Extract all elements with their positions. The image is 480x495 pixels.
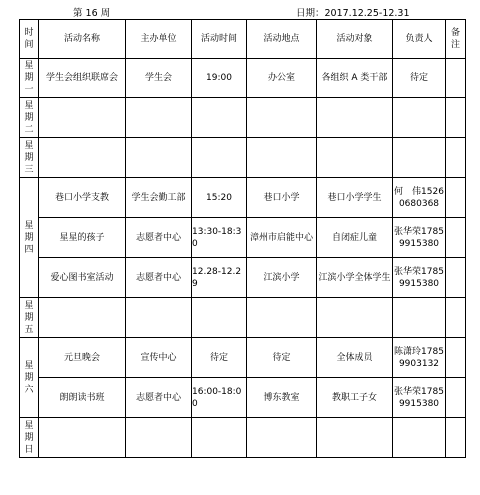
table-row	[20, 138, 466, 178]
empty-cell	[39, 98, 126, 138]
col-header-remarks: 备注	[446, 20, 466, 59]
day-cell-wednesday: 星期三	[20, 138, 39, 178]
audience-cell: 自闭症儿童	[317, 218, 393, 258]
remark-cell	[446, 378, 466, 418]
empty-cell	[393, 298, 446, 338]
empty-cell	[393, 138, 446, 178]
col-header-person-in-charge: 负责人	[393, 20, 446, 59]
empty-cell	[446, 298, 466, 338]
location-cell: 办公室	[247, 59, 317, 98]
table-row	[20, 98, 466, 138]
empty-cell	[192, 298, 247, 338]
day-cell-monday: 星期一	[20, 59, 39, 98]
empty-cell	[39, 418, 126, 458]
schedule-table	[19, 19, 466, 458]
empty-cell	[126, 418, 192, 458]
activity-name-cell: 巷口小学支教	[39, 178, 126, 218]
empty-cell	[317, 298, 393, 338]
lead-cell: 张华荣17859915380	[393, 258, 446, 298]
time-cell: 16:00-18:00	[192, 378, 247, 418]
audience-cell: 全体成员	[317, 338, 393, 378]
col-header-time-slot: 时间	[20, 20, 39, 59]
col-header-activity-time: 活动时间	[192, 20, 247, 59]
empty-cell	[317, 418, 393, 458]
empty-cell	[39, 138, 126, 178]
day-cell-tuesday: 星期二	[20, 98, 39, 138]
remark-cell	[446, 258, 466, 298]
col-header-activity-name: 活动名称	[39, 20, 126, 59]
location-cell: 漳州市启能中心	[247, 218, 317, 258]
remark-cell	[446, 218, 466, 258]
table-row	[20, 378, 466, 418]
day-cell-thursday: 星期四	[20, 178, 39, 298]
empty-cell	[247, 298, 317, 338]
organizer-cell: 志愿者中心	[126, 378, 192, 418]
empty-cell	[192, 98, 247, 138]
empty-cell	[317, 98, 393, 138]
table-row	[20, 418, 466, 458]
day-cell-friday: 星期五	[20, 298, 39, 338]
day-cell-saturday: 星期六	[20, 338, 39, 418]
remark-cell	[446, 59, 466, 98]
empty-cell	[126, 98, 192, 138]
table-row	[20, 178, 466, 218]
empty-cell	[446, 138, 466, 178]
empty-cell	[39, 298, 126, 338]
empty-cell	[393, 98, 446, 138]
lead-cell: 张华荣17859915380	[393, 378, 446, 418]
empty-cell	[192, 138, 247, 178]
activity-name-cell: 爱心图书室活动	[39, 258, 126, 298]
empty-cell	[247, 418, 317, 458]
table-row	[20, 298, 466, 338]
empty-cell	[446, 98, 466, 138]
lead-cell: 张华荣17859915380	[393, 218, 446, 258]
audience-cell: 江滨小学全体学生	[317, 258, 393, 298]
empty-cell	[247, 98, 317, 138]
lead-cell: 待定	[393, 59, 446, 98]
organizer-cell: 宣传中心	[126, 338, 192, 378]
time-cell: 12.28-12.29	[192, 258, 247, 298]
empty-cell	[126, 298, 192, 338]
remark-cell	[446, 338, 466, 378]
date-range-label: 日期：2017.12.25-12.31	[296, 8, 410, 19]
organizer-cell: 志愿者中心	[126, 218, 192, 258]
empty-cell	[393, 418, 446, 458]
table-row	[20, 258, 466, 298]
col-header-audience: 活动对象	[317, 20, 393, 59]
empty-cell	[317, 138, 393, 178]
empty-cell	[192, 418, 247, 458]
organizer-cell: 学生会	[126, 59, 192, 98]
location-cell: 巷口小学	[247, 178, 317, 218]
col-header-location: 活动地点	[247, 20, 317, 59]
location-cell: 江滨小学	[247, 258, 317, 298]
empty-cell	[126, 138, 192, 178]
activity-name-cell: 学生会组织联席会	[39, 59, 126, 98]
lead-cell: 陈潇玲17859903132	[393, 338, 446, 378]
location-cell: 待定	[247, 338, 317, 378]
audience-cell: 各组织 A 类干部	[317, 59, 393, 98]
organizer-cell: 志愿者中心	[126, 258, 192, 298]
time-cell: 19:00	[192, 59, 247, 98]
day-cell-sunday: 星期日	[20, 418, 39, 458]
col-header-organizer: 主办单位	[126, 20, 192, 59]
table-row	[20, 218, 466, 258]
location-cell: 博东教室	[247, 378, 317, 418]
empty-cell	[446, 418, 466, 458]
remark-cell	[446, 178, 466, 218]
lead-cell: 何 伟15260680368	[393, 178, 446, 218]
organizer-cell: 学生会勤工部	[126, 178, 192, 218]
activity-name-cell: 朗朗读书班	[39, 378, 126, 418]
time-cell: 13:30-18:30	[192, 218, 247, 258]
table-row	[20, 59, 466, 98]
header-row	[20, 20, 466, 59]
table-row	[20, 338, 466, 378]
activity-name-cell: 元旦晚会	[39, 338, 126, 378]
audience-cell: 教职工子女	[317, 378, 393, 418]
time-cell: 15:20	[192, 178, 247, 218]
time-cell: 待定	[192, 338, 247, 378]
week-label: 第 16 周	[73, 8, 111, 19]
empty-cell	[247, 138, 317, 178]
activity-name-cell: 星星的孩子	[39, 218, 126, 258]
audience-cell: 巷口小学学生	[317, 178, 393, 218]
